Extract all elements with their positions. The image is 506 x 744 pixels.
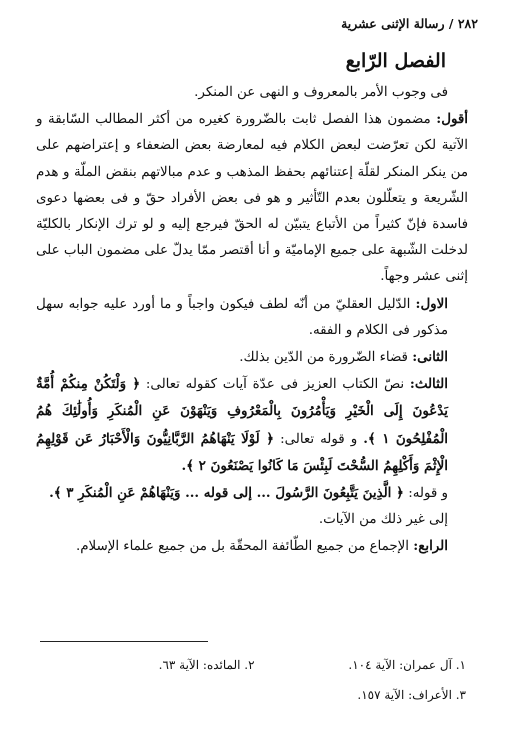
paragraph-intro [36,106,468,290]
paragraph-text: الإجماع من جميع الطّائفة المحقّة بل من جميع علماء الإسلام. [75,539,410,555]
quran-verse: ﴿ الَّذِينَ يَتَّبِعُونَ الرَّسُولَ ... إلى قوله ... وَيَنْهَاهُمْ عَنِ الْمُنكَرِ ٣ ﴾. [49,485,404,502]
footnote-1: ١. آل عمران: الآية ١٠٤. [348,658,466,672]
paragraph-lead: أقول: [436,111,468,128]
paragraph-lead: الاول: [415,295,448,312]
paragraph-fourth-proof [36,533,468,560]
chapter-title: الفصل الرّابع [345,50,446,72]
paragraph-verse [36,480,468,507]
paragraph-lead: الثانى: [412,349,448,366]
footnote-2: ٢. المائده: الآية ٦٣. [158,658,255,672]
footnote-3: ٣. الأعراف: الآية ١٥٧. [357,688,466,702]
quran-verse: ﴿ لَوْلَا يَنْهَاهُمُ الرَّبَّانِيُّونَ وَالْأَحْبَارُ عَن قَوْلِهِمُ الْإِثْمَ وَأَكْلِهِمُ السُّحْتَ لَبِئْسَ مَا كَانُوا يَصْنَعُونَ ٢ ﴾. [36,430,448,474]
paragraph-text: مضمون هذا الفصل ثابت بالضّرورة كغيره من أكثر المطالب السّابقة و الآتية لكن تعرّضت لبعض الكلام فيه لمعارضة بعض الضعفاء و إعتراضهم على من ينكر المنكر لقلّة إعتنائهم بحفظ المذهب و عدم مبالاتهم بنقض الملّة و هدم الشّريعة و يتعلّلون بعدم التّأثير و هو فى بعض الأفراد حقّ و فى بعضها دعوى فاسدة فإنّ كثيراً من الأتباع يتبيّن له الحقّ فيرجع إليه و لو ترك الإنكار بالكليّة لدخلت الشّبهة على جميع الإماميّة و أنا أقتصر ممّا يدلّ على مضمون الباب على إثنى عشر وجهاً. [36,112,468,285]
paragraph-text: نصّ الكتاب العزيز فى عدّة آيات كقوله تعالى: [145,377,405,393]
paragraph-text: و قوله: [408,486,448,502]
quran-verse: ﴿ وَلْتَكُنْ مِنكُمْ أُمَّةٌ يَدْعُونَ إِلَى الْخَيْرِ وَيَأْمُرُونَ بِالْمَعْرُوفِ وَيَنْهَوْنَ عَنِ الْمُنكَرِ وَأُولَٰئِكَ هُمُ الْمُفْلِحُونَ ١ ﴾. [36,376,448,447]
chapter-subtitle: فى وجوب الأمر بالمعروف و النهى عن المنكر. [194,85,448,100]
footnote-line [40,688,466,702]
page-body [36,80,468,561]
paragraph-text: الدّليل العقليّ من أنّه لطف فيكون واجباً و ما أورد عليه جوابه سهل مذكور فى الكلام و الفقه. [36,296,448,338]
paragraph-second-proof [36,344,468,371]
paragraph-third-proof [36,371,468,480]
paragraph-text: و قوله تعالى: [280,431,358,447]
footnote-line [40,658,466,672]
paragraph-lead: الثالث: [409,376,448,393]
footnote-divider [40,641,208,642]
paragraph-text: قضاء الضّرورة من الدّين بذلك. [239,350,408,366]
paragraph-lead: الرابع: [413,538,448,555]
paragraph-first-proof [36,291,468,344]
paragraph-other-verses: إلى غير ذلك من الآيات. [318,512,448,528]
running-header: ٢٨٢ / رسالة الإثنى عشرية [341,16,478,31]
